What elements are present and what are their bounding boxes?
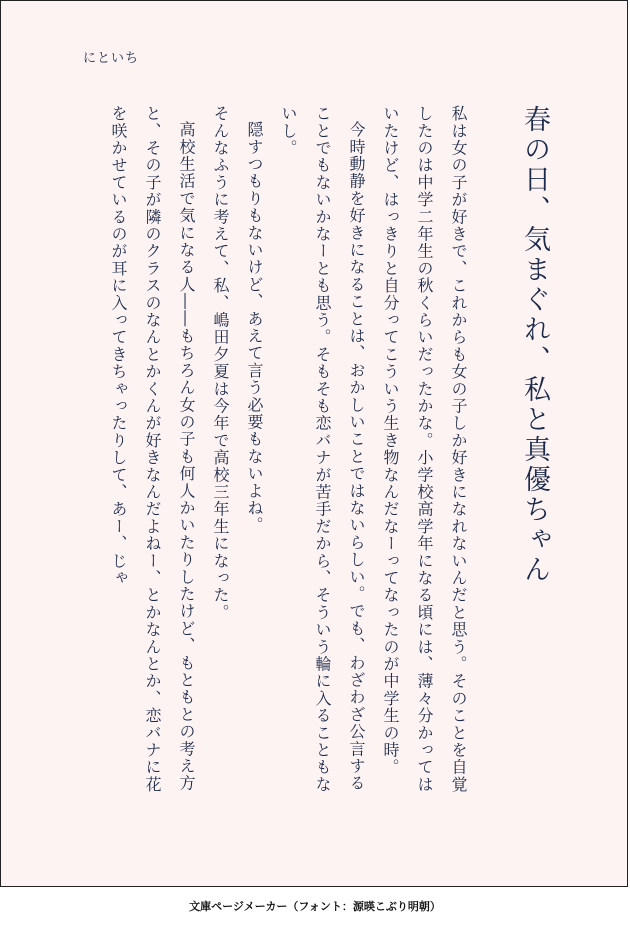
story-title: 春の日、気まぐれ、私と真優ちゃん — [519, 105, 550, 585]
footer-credit: 文庫ページメーカー（フォント：源暎こぶり明朝） — [189, 900, 441, 913]
story-body — [101, 105, 475, 795]
paragraph: そんなふうに考えて、私、嶋田夕夏は今年で高校三年生になった。 — [211, 105, 230, 621]
paragraph: 高校生活で気になる人――もちろん女の子も何人かいたりしたけど、もともとの考え方と、その子が隣のクラスのなんとかくんが好きなんだよねー、とかなんとか、恋バナに花を咲かせているのが耳に入ってきちゃったりして、あー、じゃ — [109, 105, 196, 793]
paragraph: 今時動静を好きになることは、おかしいことではないらしい。でも、わざわざ公言することでもないかなーとも思う。そもそも恋バナが苦手だから、そういう輪に入ることもないし。 — [279, 105, 366, 793]
paragraph: 隠すつもりもないけど、あえて言う必要もないよね。 — [245, 121, 264, 534]
author-name: にといち — [83, 51, 140, 66]
paragraph: 私は女の子が好きで、これからも女の子しか好きになれないんだと思う。そのことを自覚したのは中学二年生の秋くらいだったかな。小学校高学年になる頃には、薄々分かってはいたけど、はっきりと自分ってこういう生き物なんだなーってなったのが中学生の時。 — [381, 105, 468, 793]
